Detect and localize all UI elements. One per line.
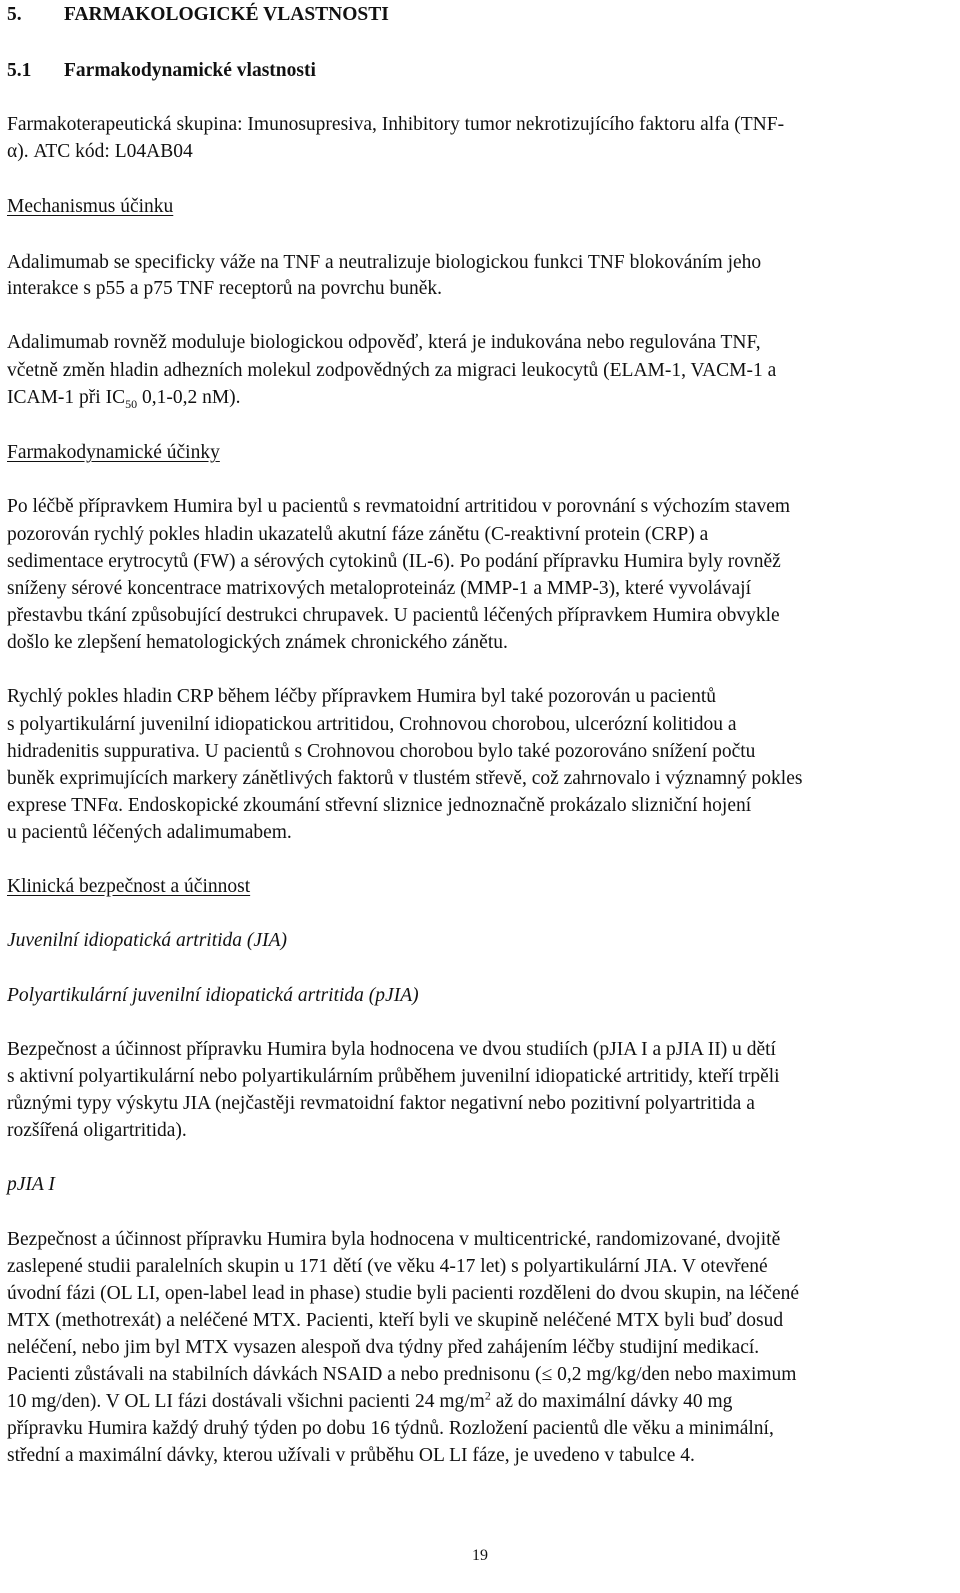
- text-line: s polyartikulární juvenilní idiopatickou artritidou, Crohnovou chorobou, ulcerózní kolitidou a: [7, 714, 737, 735]
- text-line: přestavbu tkání způsobující destrukci chrupavek. U pacientů léčených přípravkem Humira obvykle: [7, 605, 780, 626]
- text-line: úvodní fázi (OL LI, open-label lead in phase) studie byli pacienti rozděleni do dvou skupin, na léčené: [7, 1283, 800, 1304]
- therapeutic-group-line-2: α). ATC kód: L04AB04: [7, 141, 193, 162]
- text-line: hidradenitis suppurativa. U pacientů s Crohnovou chorobou bylo také pozorováno snížení počtu: [7, 741, 756, 762]
- text-line: sníženy sérové koncentrace matrixových metaloproteináz (MMP-1 a MMP-3), které vyvolávají: [7, 578, 752, 599]
- text-line: pozorován rychlý pokles hladin ukazatelů akutní fáze zánětu (C-reaktivní protein (CRP) a: [7, 524, 709, 545]
- text-line: u pacientů léčených adalimumabem.: [7, 822, 292, 843]
- text-line: MTX (methotrexát) a neléčené MTX. Pacienti, kteří byli ve skupině neléčené MTX byli buď dosud: [7, 1310, 784, 1331]
- text-line: Bezpečnost a účinnost přípravku Humira byla hodnocena v multicentrické, randomizované, dvojitě: [7, 1229, 781, 1250]
- pharmacodynamic-heading: Farmakodynamické účinky: [7, 442, 220, 463]
- text-line: neléčení, nebo jim byl MTX vysazen alespoň dva týdny před zahájením léčby studijní medikací.: [7, 1337, 760, 1358]
- text-line: Po léčbě přípravkem Humira byl u pacientů s revmatoidní artritidou v porovnání s výchozím stavem: [7, 496, 791, 517]
- jia-heading: Juvenilní idiopatická artritida (JIA): [7, 930, 287, 951]
- text-line: Rychlý pokles hladin CRP během léčby přípravkem Humira byl také pozorován u pacientů: [7, 686, 716, 707]
- therapeutic-group-line-1: Farmakoterapeutická skupina: Imunosupresiva, Inhibitory tumor nekrotizujícího faktoru alfa (TNF-: [7, 114, 785, 135]
- page-number: 19: [472, 1547, 488, 1564]
- text-line: exprese TNFα. Endoskopické zkoumání střevní sliznice jednoznačně prokázalo slizniční hojení: [7, 795, 752, 816]
- pjia-i-heading: pJIA I: [7, 1174, 55, 1195]
- text-line: Adalimumab rovněž moduluje biologickou odpověď, která je indukována nebo regulována TNF,: [7, 332, 761, 353]
- text-line: ICAM-1 při $IC_{50}$ 0,1-0,2 nM).: [7, 387, 241, 411]
- text-line: včetně změn hladin adhezních molekul zodpovědných za migraci leukocytů (ELAM-1, VACM-1 a: [7, 360, 777, 381]
- subsection-heading: 5.1 Farmakodynamické vlastnosti: [7, 60, 316, 81]
- text-line: došlo ke zlepšení hematologických známek chronického zánětu.: [7, 632, 508, 653]
- text-line: Bezpečnost a účinnost přípravku Humira byla hodnocena ve dvou studiích (pJIA I a pJIA II) u dětí: [7, 1039, 776, 1060]
- section-heading: 5. FARMAKOLOGICKÉ VLASTNOSTI: [7, 4, 389, 25]
- text-line: 10 mg/den). V OL LI fázi dostávali všichni pacienti 24 $mg/m^2$ až do maximální dávky 40 mg: [7, 1388, 733, 1412]
- text-line: s aktivní polyartikulární nebo polyartikulárním průběhem juvenilní idiopatické artritidy, kteří trpěli: [7, 1066, 780, 1087]
- text-line: rozšířená oligartritida).: [7, 1120, 187, 1141]
- text-line: střední a maximální dávky, kterou užívali v průběhu OL LI fáze, je uvedeno v tabulce 4.: [7, 1445, 695, 1466]
- text-line: sedimentace erytrocytů (FW) a sérových cytokinů (IL-6). Po podání přípravku Humira byly rovněž: [7, 551, 781, 572]
- text-line: buněk exprimujících markery zánětlivých faktorů v tlustém střevě, což zahrnovalo i významný pokles: [7, 768, 803, 789]
- text-line: Pacienti zůstávali na stabilních dávkách NSAID a nebo prednisonu (≤ 0,2 mg/kg/den nebo maximum: [7, 1364, 797, 1385]
- mechanism-heading: Mechanismus účinku: [7, 196, 174, 217]
- text-line: přípravku Humira každý druhý týden po dobu 16 týdnů. Rozložení pacientů dle věku a minimální,: [7, 1418, 774, 1439]
- text-line: Adalimumab se specificky váže na TNF a neutralizuje biologickou funkci TNF blokováním jeho: [7, 252, 762, 273]
- text-line: zaslepené studii paralelních skupin u 171 dětí (ve věku 4-17 let) s polyartikulární JIA. V otevřené: [7, 1256, 768, 1277]
- text-line: různými typy výskytu JIA (nejčastěji revmatoidní faktor negativní nebo pozitivní polyartritida a: [7, 1093, 755, 1114]
- clinical-heading: Klinická bezpečnost a účinnost: [7, 876, 251, 897]
- text-line: interakce s p55 a p75 TNF receptorů na povrchu buněk.: [7, 278, 443, 299]
- pjia-heading: Polyartikulární juvenilní idiopatická artritida (pJIA): [7, 985, 419, 1006]
